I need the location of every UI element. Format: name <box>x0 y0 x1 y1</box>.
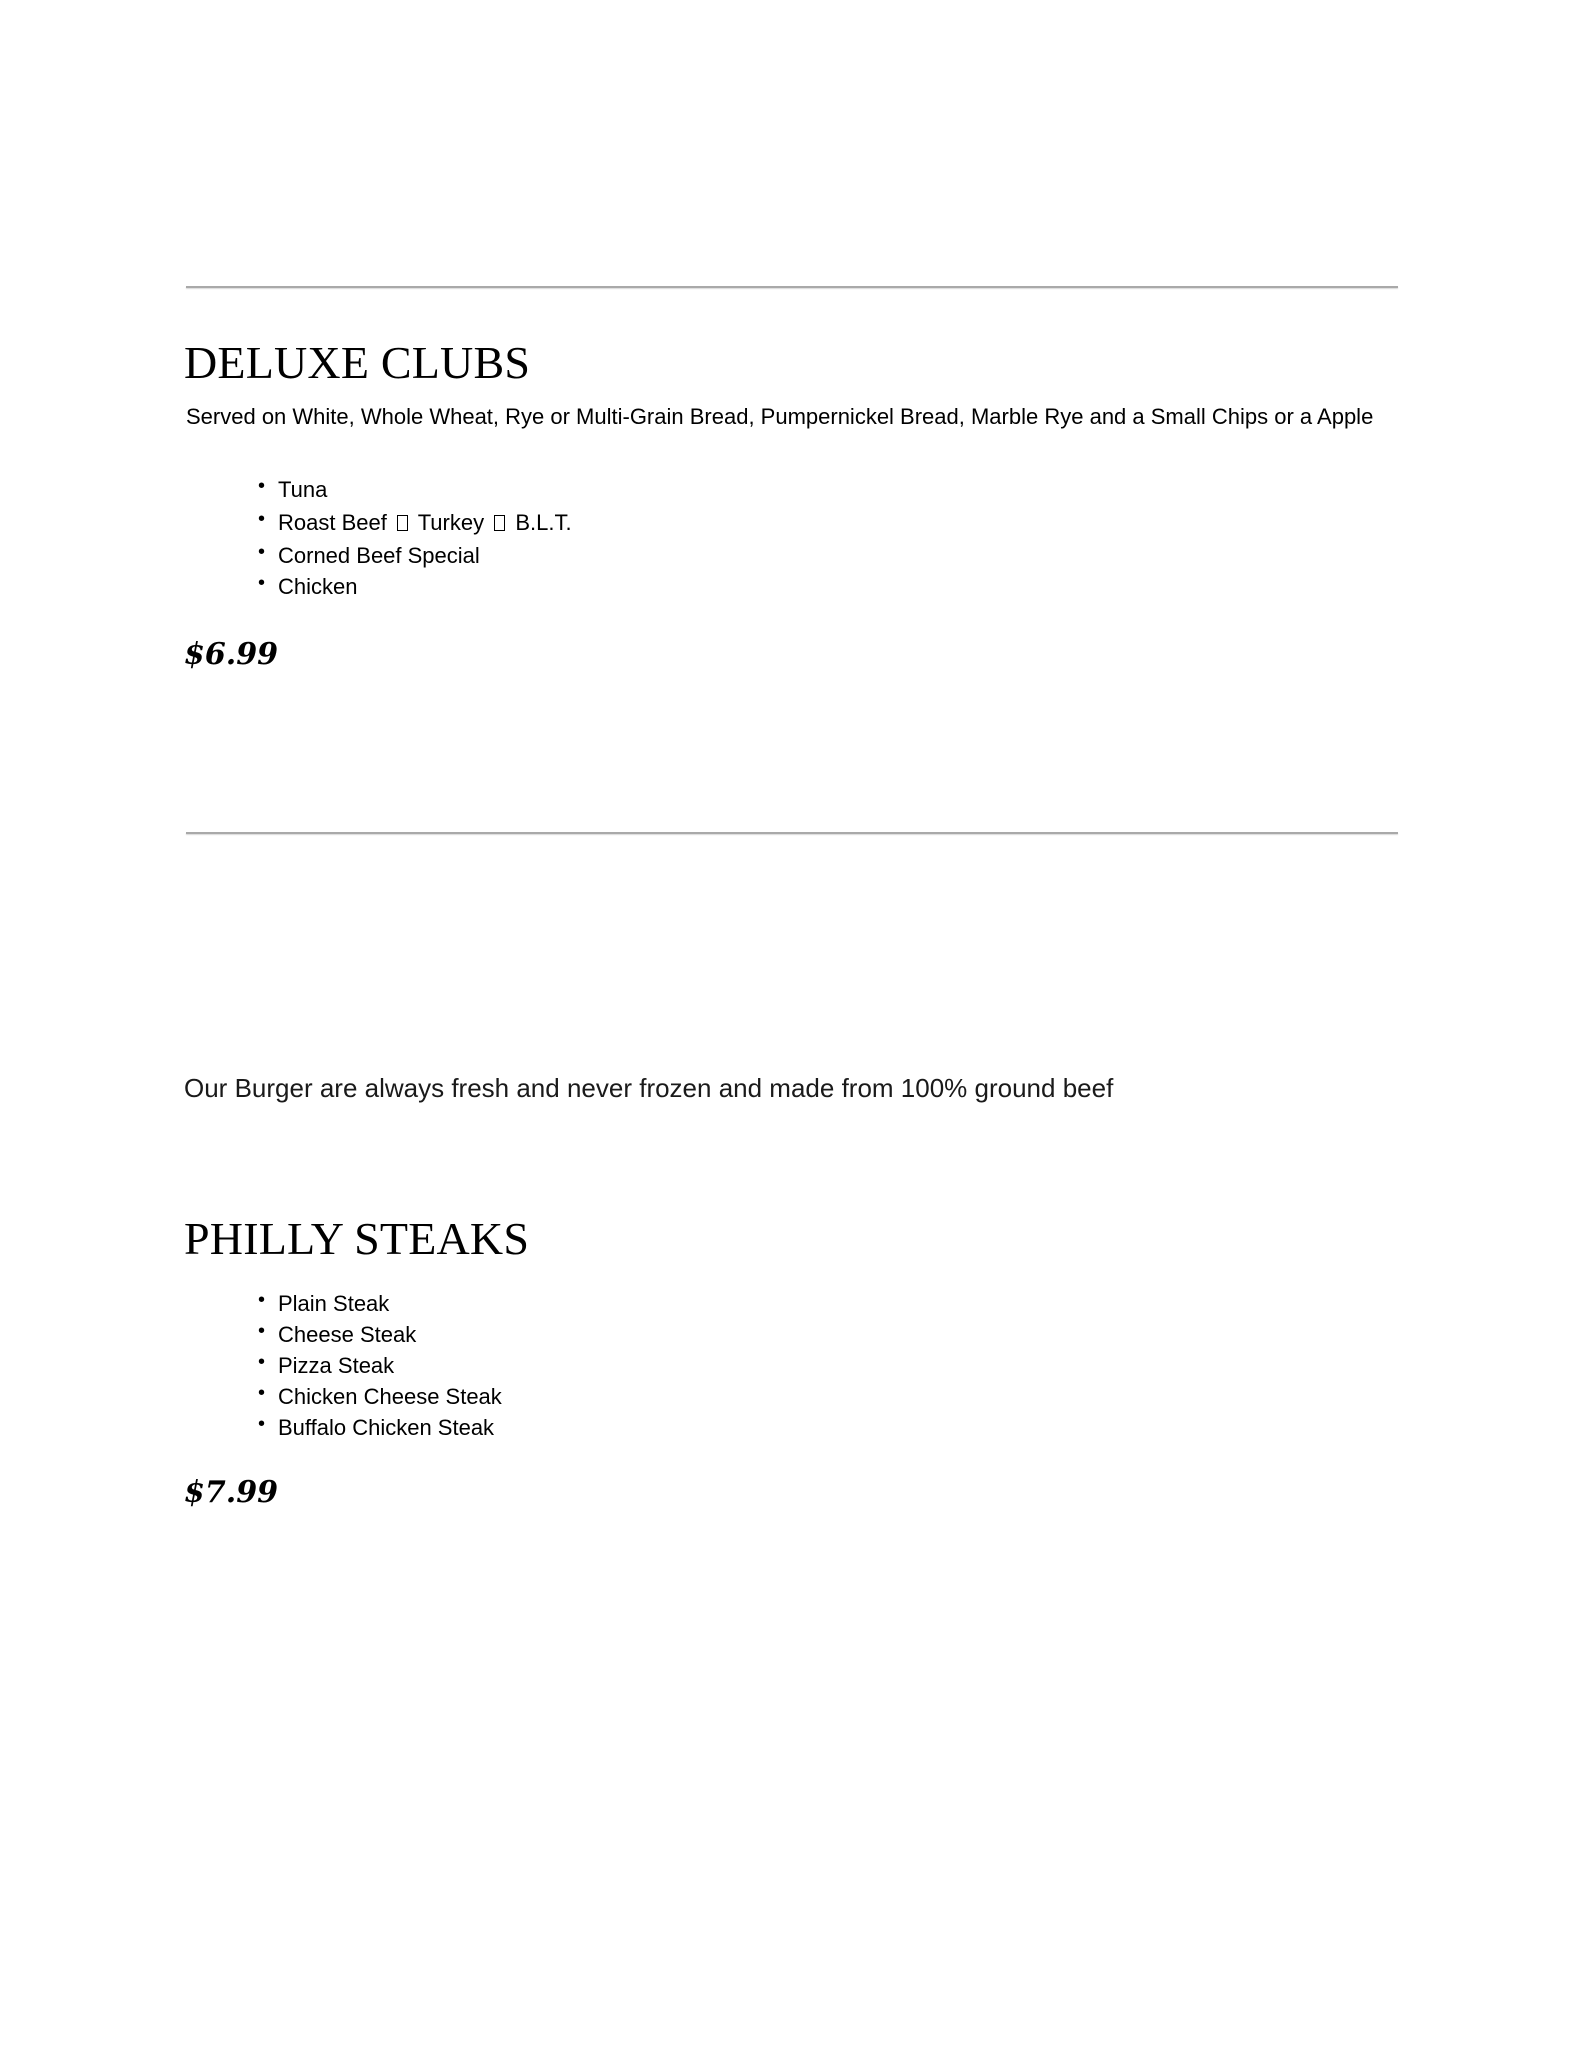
separator-box-icon <box>397 515 408 531</box>
list-item <box>258 1381 502 1412</box>
burger-note: Our Burger are always fresh and never frozen and made from 100% ground beef <box>184 1073 1114 1103</box>
list-item <box>258 505 572 540</box>
item-label: Roast Beef <box>278 510 387 535</box>
bullet-icon: • <box>258 508 266 530</box>
list-item <box>258 1288 502 1319</box>
item-label: Tuna <box>278 477 328 502</box>
bullet-icon: • <box>258 1289 266 1311</box>
item-label: Plain Steak <box>278 1291 390 1316</box>
bullet-icon: • <box>258 572 266 594</box>
bullet-icon: • <box>258 1382 266 1404</box>
bullet-icon: • <box>258 475 266 497</box>
item-label: Chicken <box>278 574 358 599</box>
philly-steaks-heading: PHILLY STEAKS <box>184 1213 530 1264</box>
bullet-icon: • <box>258 1351 266 1373</box>
item-label: Corned Beef Special <box>278 543 480 568</box>
section-divider <box>186 832 1398 834</box>
item-label: B.L.T. <box>515 510 572 535</box>
philly-steaks-price: $7.99 <box>184 1475 278 1510</box>
philly-steaks-list <box>258 1288 502 1443</box>
list-item <box>258 1319 502 1350</box>
list-item <box>258 1350 502 1381</box>
item-label: Turkey <box>417 510 485 535</box>
bullet-icon: • <box>258 1320 266 1342</box>
item-label: Pizza Steak <box>278 1353 395 1378</box>
top-divider <box>186 286 1398 288</box>
list-item <box>258 540 572 571</box>
list-item <box>258 571 572 602</box>
deluxe-clubs-description: Served on White, Whole Wheat, Rye or Multi-Grain Bread, Pumpernickel Bread, Marble Rye and a Small Chips or a Apple <box>186 404 1374 429</box>
deluxe-clubs-heading: DELUXE CLUBS <box>184 337 531 388</box>
item-label: Buffalo Chicken Steak <box>278 1415 495 1440</box>
deluxe-clubs-price: $6.99 <box>184 637 278 672</box>
deluxe-clubs-list <box>258 474 572 602</box>
list-item <box>258 474 572 505</box>
item-label: Chicken Cheese Steak <box>278 1384 502 1409</box>
list-item <box>258 1412 502 1443</box>
item-label: Cheese Steak <box>278 1322 417 1347</box>
separator-box-icon <box>494 515 505 531</box>
bullet-icon: • <box>258 541 266 563</box>
bullet-icon: • <box>258 1413 266 1435</box>
